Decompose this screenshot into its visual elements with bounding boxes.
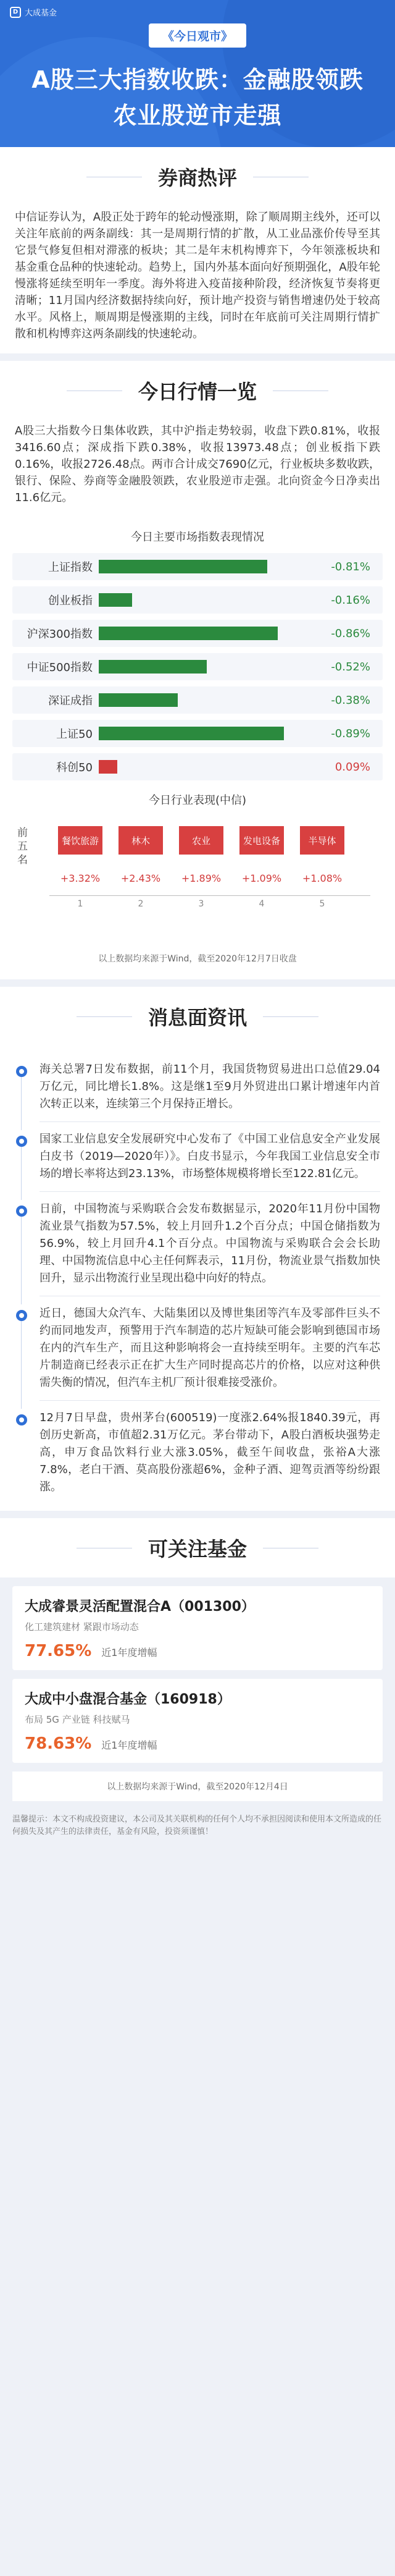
index-bar — [99, 560, 267, 573]
news-section — [0, 987, 395, 1511]
section-title-news: 消息面资讯 — [0, 987, 395, 1046]
industry-rank-tick: 3 — [198, 899, 204, 909]
market-section — [0, 361, 395, 979]
industry-value: +2.43% — [120, 872, 161, 884]
index-bar-area — [99, 693, 284, 707]
index-bar — [99, 627, 278, 640]
timeline-line — [21, 1321, 22, 1409]
index-name: 中证500指数 — [27, 661, 93, 674]
index-bar-area — [99, 627, 284, 640]
index-name: 创业板指 — [48, 594, 93, 607]
index-row — [12, 720, 383, 747]
brand-logo — [10, 6, 57, 18]
news-text: 日前，中国物流与采购联合会发布数据显示，2020年11月份中国物流业景气指数为57.5%，较上月回升1.2个百分点；中国仓储指数为56.9%，较上月回升4.1个百分点。中国物流与采购联合会会长助理、中国物流信息中心主任何辉表示，11月份，物流业景气指数加快回升，显示出物流行业呈现出稳中向好的特点。 — [40, 1202, 380, 1285]
industry-rank-tick: 5 — [319, 899, 325, 909]
industry-value: +1.08% — [302, 872, 343, 884]
disclaimer: 温馨提示：本文不构成投资建议，本公司及其关联机构的任何个人均不承担因阅读和使用本文所造成的任何损失及其产生的法律责任，基金有风险，投资须谨慎！ — [12, 1815, 382, 1836]
index-row — [12, 620, 383, 647]
fund-tags: 化工建筑建材 紧跟市场动态 — [25, 1621, 139, 1632]
industry-box: 发电设备 — [239, 826, 284, 855]
index-name: 沪深300指数 — [27, 628, 93, 641]
fund-rate-label: 近1年度增幅 — [101, 1647, 157, 1658]
index-bar — [99, 760, 117, 774]
index-name: 深证成指 — [48, 695, 93, 707]
industry-side-label: 前五名 — [17, 827, 28, 866]
index-row — [12, 653, 383, 680]
fund-card[interactable] — [12, 1586, 383, 1670]
bullet-dot-icon — [16, 1414, 27, 1425]
index-name: 上证指数 — [48, 561, 93, 574]
industry-value: +1.89% — [181, 872, 222, 884]
logo-mark-icon: D — [10, 7, 21, 18]
index-value: 0.09% — [335, 760, 370, 774]
section-title-market: 今日行情一览 — [0, 361, 395, 420]
fund-list — [0, 1586, 395, 1763]
timeline-line — [21, 1217, 22, 1304]
index-value: -0.86% — [331, 627, 370, 640]
index-value: -0.16% — [331, 593, 370, 607]
page-title — [0, 62, 395, 133]
fund-performance — [25, 1642, 370, 1660]
funds-section — [0, 1518, 395, 1801]
section-title-funds: 可关注基金 — [0, 1518, 395, 1577]
index-bar-area — [99, 760, 284, 774]
industry-axis — [49, 895, 370, 896]
broker-text: 中信证券认为，A股正处于跨年的轮动慢涨期，除了顺周期主线外，还可以关注年底前的两条副线：其一是周期行情的扩散，从工业品涨价传导至其它景气修复但相对滞涨的板块；其二是年末机构博弈下，今年领涨板块和基金重仓品种的快速轮动。趋势上，国内外基本面向好预期强化，A股年轮慢涨将延续至明年一季度。海外将进入疫苗接种阶段，经济恢复节奏将更清晰；11月国内经济数据持续向好，预计地产投资与销售增速仍处于较高水平。风格上，顺周期是慢涨期的主线，同时在年底前可关注周期行情扩散和机构博弈这两条副线的快速轮动。 — [15, 211, 380, 340]
section-title-broker: 券商热评 — [0, 147, 395, 206]
fund-name: 大成睿景灵活配置混合A（001300） — [25, 1599, 255, 1615]
industry-rank-tick: 1 — [77, 899, 83, 909]
index-value: -0.89% — [331, 727, 370, 740]
industry-box: 林木 — [118, 826, 163, 855]
news-text: 国家工业信息安全发展研究中心发布了《中国工业信息安全产业发展白皮书（2019—2020年）》。白皮书显示，今年我国工业信息安全市场的增长率将达到23.13%，市场整体规模将增长至122.81亿元。 — [40, 1133, 380, 1180]
index-bar — [99, 693, 178, 707]
index-chart-title: 今日主要市场指数表现情况 — [131, 531, 264, 544]
fund-performance — [25, 1734, 370, 1753]
index-bar-area — [99, 727, 284, 740]
title-line-2: 农业股逆市走强 — [113, 102, 282, 129]
industry-rank-tick: 2 — [138, 899, 144, 909]
news-item — [15, 1192, 380, 1296]
market-source: 以上数据均来源于Wind，截至2020年12月7日收盘 — [98, 954, 297, 964]
news-text: 12月7日早盘，贵州茅台(600519)一度涨2.64%报1840.39元，再创历史新高，市值超2.31万亿元。茅台带动下，A股白酒板块强势走高，申万食品饮料行业大涨3.05%，截至午间收盘，张裕A大涨7.8%，老白干酒、莫高股份涨超6%，金种子酒、迎驾贡酒等纷纷跟涨。 — [40, 1411, 380, 1493]
industry-box: 半导体 — [300, 826, 344, 855]
industry-chart-title: 今日行业表现(中信) — [148, 794, 247, 807]
index-name: 科创50 — [56, 761, 93, 774]
news-item — [15, 1296, 380, 1400]
index-chart — [0, 553, 395, 780]
news-item — [15, 1122, 380, 1191]
industry-value: +3.32% — [60, 872, 101, 884]
industry-rank-tick: 4 — [259, 899, 265, 909]
index-value: -0.52% — [331, 660, 370, 674]
fund-rate: 77.65% — [25, 1642, 92, 1660]
bullet-dot-icon — [16, 1206, 27, 1217]
fund-rate: 78.63% — [25, 1734, 92, 1753]
industry-value: +1.09% — [241, 872, 282, 884]
logo-text: 大成基金 — [25, 9, 57, 18]
industry-box: 农业 — [179, 826, 223, 855]
funds-source: 以上数据均来源于Wind，截至2020年12月4日 — [12, 1772, 383, 1801]
fund-rate-label: 近1年度增幅 — [101, 1739, 157, 1751]
index-name: 上证50 — [56, 728, 93, 741]
hero-banner — [0, 0, 395, 147]
news-list — [0, 1046, 395, 1511]
news-item — [15, 1052, 380, 1121]
fund-name: 大成中小盘混合基金（160918） — [25, 1692, 231, 1707]
index-value: -0.38% — [331, 693, 370, 707]
index-row — [12, 753, 383, 780]
news-text: 近日，德国大众汽车、大陆集团以及博世集团等汽车及零部件巨头不约而同地发声，预警用于汽车制造的芯片短缺可能会影响到德国市场在内的汽车生产，而且这种影响将会一直持续至明年。主要的汽车芯片制造商已经表示正在扩大生产同时提高芯片的价格，以应对这种供需失衡的情况，但汽车主机厂预计很难接受涨价。 — [40, 1307, 380, 1389]
bullet-dot-icon — [16, 1310, 27, 1321]
fund-card[interactable] — [12, 1679, 383, 1763]
index-value: -0.81% — [331, 560, 370, 573]
news-item — [15, 1401, 380, 1505]
index-bar-area — [99, 560, 284, 573]
news-text: 海关总署7日发布数据，前11个月，我国货物贸易进出口总值29.04万亿元，同比增长1.8%。这是继1至9月外贸进出口累计增速年内首次转正以来，连续第三个月保持正增长。 — [40, 1063, 380, 1110]
index-bar — [99, 727, 284, 740]
broker-section — [0, 147, 395, 353]
index-row — [12, 553, 383, 580]
title-line-1: A股三大指数收跌：金融股领跌 — [31, 66, 364, 93]
industry-chart — [12, 814, 383, 950]
index-bar-area — [99, 660, 284, 674]
index-bar — [99, 660, 207, 674]
index-row — [12, 586, 383, 614]
column-tag: 《今日观市》 — [149, 23, 246, 48]
index-bar — [99, 593, 132, 607]
fund-tags: 布局 5G 产业链 科技赋马 — [25, 1714, 130, 1725]
index-row — [12, 686, 383, 714]
market-text: A股三大指数今日集体收跌，其中沪指走势较弱，收盘下跌0.81%，收报3416.60点；深成指下跌0.38%，收报13973.48点；创业板指下跌0.16%，收报2726.48点。两市合计成交7690亿元，行业板块多数收跌，银行、保险、券商等金融股领跌，农业股逆市走强。北向资金今日净卖出11.6亿元。 — [15, 424, 380, 504]
industry-box: 餐饮旅游 — [58, 826, 102, 855]
index-bar-area — [99, 593, 284, 607]
bullet-dot-icon — [16, 1136, 27, 1147]
bullet-dot-icon — [16, 1066, 27, 1077]
